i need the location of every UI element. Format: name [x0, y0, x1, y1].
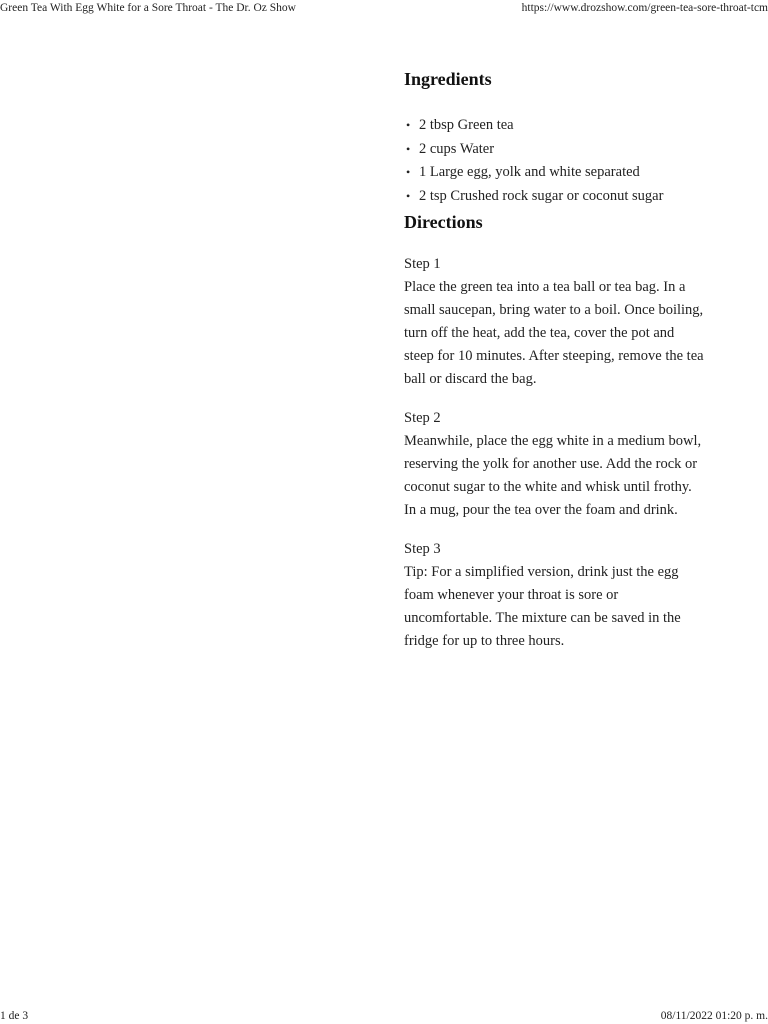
print-header	[0, 0, 768, 16]
print-footer	[0, 1008, 768, 1024]
bullet-icon: •	[406, 118, 411, 132]
list-item	[404, 114, 704, 138]
list-item	[404, 161, 704, 185]
directions-heading: Directions	[404, 211, 483, 232]
step-label: Step 3	[404, 540, 441, 557]
step-text: Tip: For a simplified version, drink just the egg foam whenever your throat is sore or uncomfortable. The mixture can be saved in the fridge for up to three hours.	[404, 563, 681, 649]
ingredient-text: 2 tbsp Green tea	[419, 117, 514, 133]
bullet-icon: •	[406, 165, 411, 180]
list-item	[404, 138, 704, 162]
print-datetime: 08/11/2022 01:20 p. m.	[660, 1010, 768, 1022]
step-2	[404, 407, 704, 522]
ingredient-text: 2 tsp Crushed rock sugar or coconut sugar	[419, 188, 664, 205]
page-url[interactable]: https://www.drozshow.com/green-tea-sore-throat-tcm	[521, 2, 768, 14]
ingredient-text: 1 Large egg, yolk and white separated	[419, 164, 640, 181]
step-text: Place the green tea into a tea ball or tea bag. In a small saucepan, bring water to a boil. Once boiling, turn off the heat, add the tea, cover the pot and steep for 10 minutes. After steeping, remove the tea ball or discard the bag.	[404, 278, 704, 387]
step-3	[404, 538, 704, 653]
ingredient-list	[404, 114, 704, 209]
bullet-icon: •	[406, 189, 411, 204]
step-1	[404, 253, 704, 391]
bullet-icon: •	[406, 141, 411, 156]
page-number: 1 de 3	[0, 1010, 29, 1022]
step-label: Step 1	[404, 255, 441, 272]
page-title: Green Tea With Egg White for a Sore Throat - The Dr. Oz Show	[0, 2, 296, 14]
recipe-content	[404, 66, 704, 669]
ingredients-heading: Ingredients	[404, 69, 492, 89]
ingredient-text: 2 cups Water	[419, 140, 495, 157]
step-label: Step 2	[404, 409, 441, 426]
step-text: Meanwhile, place the egg white in a medium bowl, reserving the yolk for another use. Add the rock or coconut sugar to the white and whisk until frothy. In a mug, pour the tea over the foam and drink.	[404, 432, 702, 518]
list-item	[404, 185, 704, 209]
